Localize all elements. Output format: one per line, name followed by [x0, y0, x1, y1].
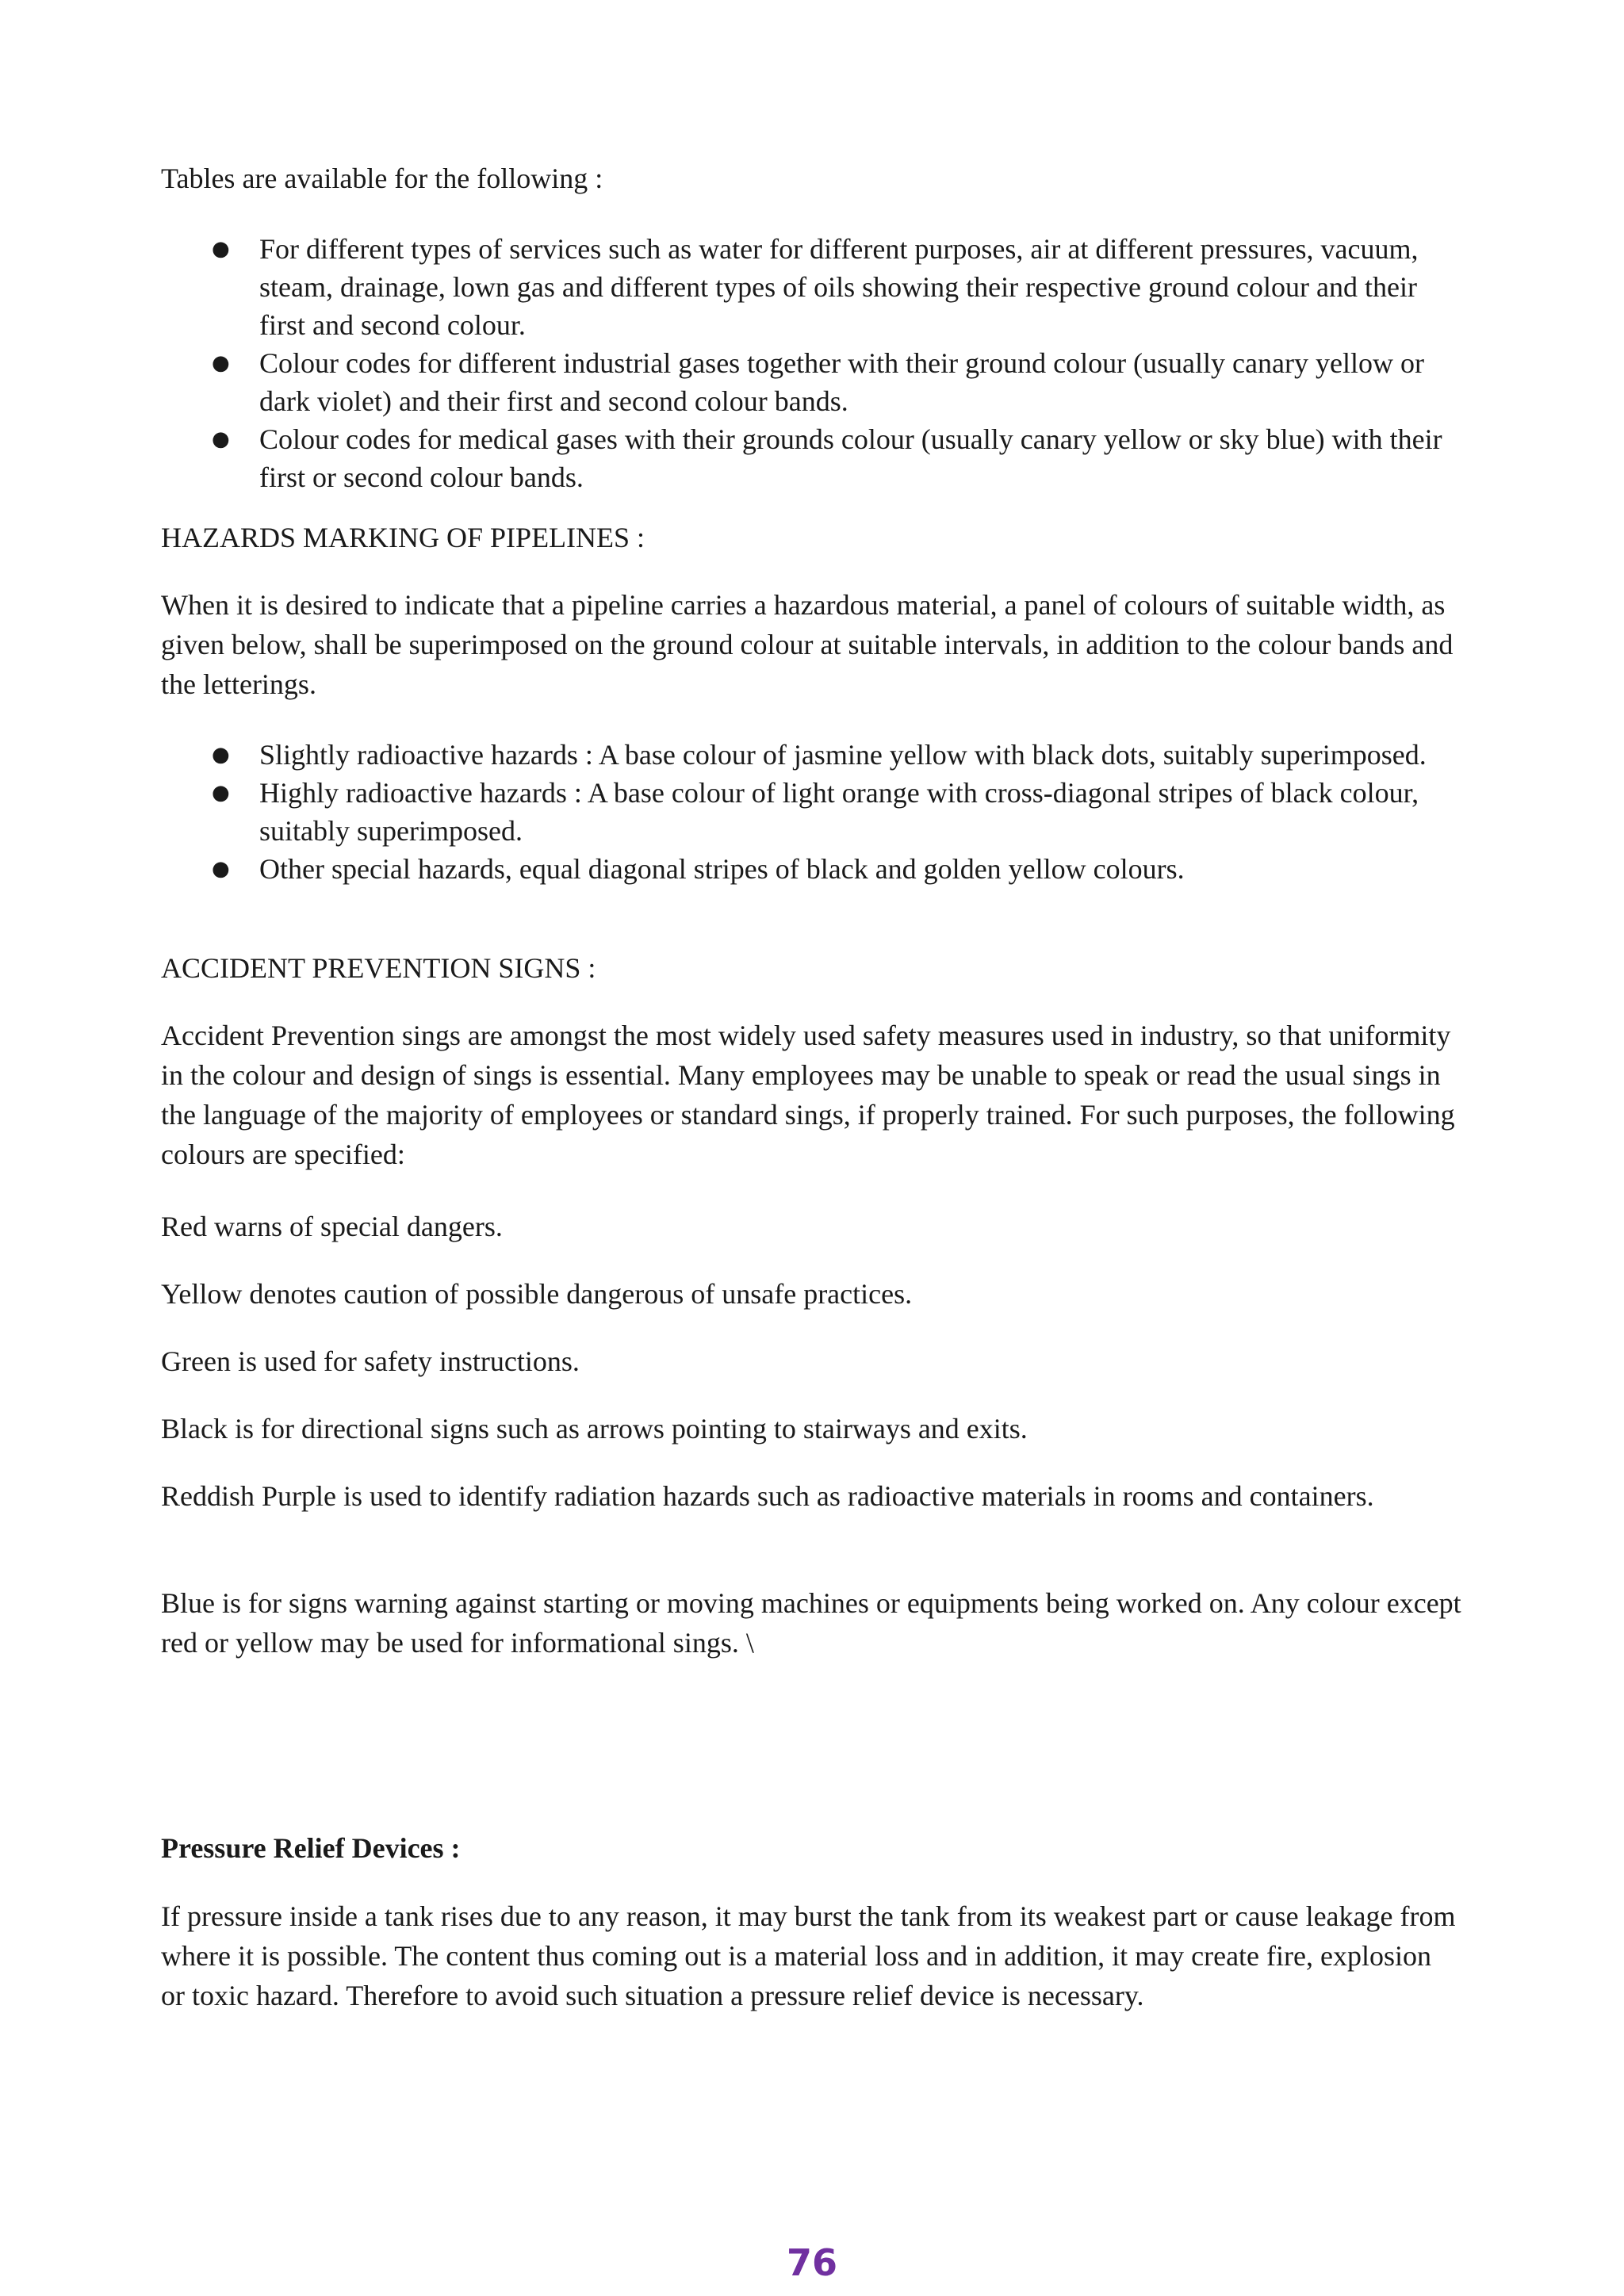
green-text: Green is used for safety instructions.	[161, 1345, 580, 1377]
list-item-text: Colour codes for medical gases with their grounds colour (usually canary yellow or sky blue) with their first or second colour bands.	[259, 423, 1442, 493]
pressure-paragraph: If pressure inside a tank rises due to any reason, it may burst the tank from its weakest part or cause leakage from where it is possible. The content thus coming out is a material loss and in addition, it may create fire, explosion or toxic hazard. Therefore to avoid such situation a pressure relief device is necessary.	[161, 1900, 1456, 2011]
list-item	[161, 850, 1461, 888]
list-item	[161, 230, 1461, 344]
bullet-icon: ●	[212, 743, 230, 767]
bullet-icon: ●	[212, 857, 230, 881]
bullet-icon: ●	[212, 237, 230, 261]
list-item	[161, 344, 1461, 420]
hazards-list	[161, 736, 1461, 888]
list-item	[161, 736, 1461, 774]
purple-text: Reddish Purple is used to identify radiation hazards such as radioactive materials in rooms and containers.	[161, 1480, 1374, 1512]
accident-heading: ACCIDENT PREVENTION SIGNS :	[161, 952, 596, 984]
yellow-text: Yellow denotes caution of possible dangerous of unsafe practices.	[161, 1278, 913, 1310]
red-text: Red warns of special dangers.	[161, 1211, 503, 1242]
accident-paragraph: Accident Prevention sings are amongst the most widely used safety measures used in industry, so that uniformity in the colour and design of sings is essential. Many employees may be unable to speak or read the usual sings in the language of the majority of employees or standard sings, if properly trained. For such purposes, the following colours are specified:	[161, 1020, 1455, 1170]
list-item-text: For different types of services such as water for different purposes, air at different pressures, vacuum, steam, drainage, lown gas and different types of oils showing their respective ground colour and their first and second colour.	[259, 233, 1419, 341]
pressure-heading: Pressure Relief Devices :	[161, 1832, 461, 1864]
tables-list	[161, 230, 1461, 496]
black-text: Black is for directional signs such as arrows pointing to stairways and exits.	[161, 1413, 1028, 1445]
page-number: 76	[786, 2241, 837, 2284]
list-item-text: Colour codes for different industrial gases together with their ground colour (usually canary yellow or dark violet) and their first and second colour bands.	[259, 347, 1424, 417]
list-item	[161, 420, 1461, 496]
list-item-text: Other special hazards, equal diagonal stripes of black and golden yellow colours.	[259, 853, 1185, 885]
bullet-icon: ●	[212, 351, 230, 375]
list-item-text: Highly radioactive hazards : A base colour of light orange with cross-diagonal stripes of black colour, suitably superimposed.	[259, 777, 1419, 847]
blue-text: Blue is for signs warning against starting or moving machines or equipments being worked on. Any colour except red or yellow may be used for informational sings. \	[161, 1587, 1461, 1659]
bullet-icon: ●	[212, 427, 230, 451]
list-item-text: Slightly radioactive hazards : A base colour of jasmine yellow with black dots, suitably superimposed.	[259, 739, 1427, 771]
intro-text: Tables are available for the following :	[161, 163, 603, 194]
list-item	[161, 774, 1461, 850]
hazards-paragraph: When it is desired to indicate that a pipeline carries a hazardous material, a panel of colours of suitable width, as given below, shall be superimposed on the ground colour at suitable intervals, in addition to the colour bands and the letterings.	[161, 589, 1454, 700]
hazards-heading: HAZARDS MARKING OF PIPELINES :	[161, 522, 645, 553]
bullet-icon: ●	[212, 781, 230, 805]
